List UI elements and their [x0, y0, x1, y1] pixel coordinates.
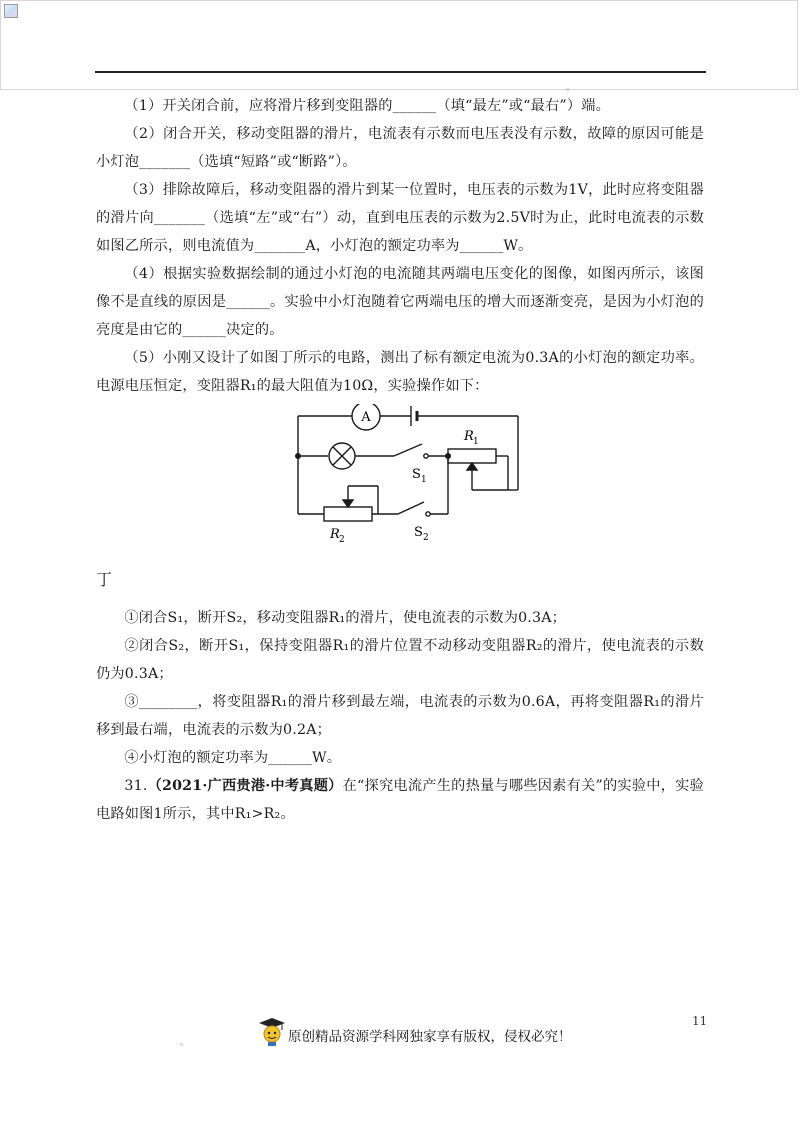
r1-subscript: 1 [473, 437, 479, 447]
r2-label: R [330, 527, 340, 542]
question-1: （1）开关闭合前，应将滑片移到变阻器的______（填“最左”或“最右”）端。 [124, 98, 611, 114]
rheostat-r1-arrow [467, 463, 477, 470]
step-3: ③________，将变阻器R₁的滑片移到最左端，电流表的示数为0.6A，再将变阻器R₁的滑片移到最右端，电流表的示数为0.2A； [96, 694, 704, 738]
footer [0, 1017, 800, 1047]
switch-s1-contact [424, 454, 428, 458]
junction-left-top [295, 453, 301, 459]
step-4: ④小灯泡的额定功率为______W。 [124, 750, 342, 766]
switch-s2-contact [426, 512, 430, 516]
s1-subscript: 1 [421, 475, 427, 485]
question-5: （5）小刚又设计了如图丁所示的电路，测出了标有额定电流为0.3A的小灯泡的额定功率。电源电压恒定，变阻器R₁的最大阻值为10Ω，实验操作如下： [96, 350, 704, 394]
junction-right [445, 453, 451, 459]
footer-copyright: 原创精品资源学科网独家享有版权，侵权必究！ [288, 1029, 572, 1045]
question-31 [96, 772, 704, 828]
s2-label: S [414, 525, 424, 540]
figure-caption: 丁 [96, 570, 113, 589]
top-banner-frame [0, 0, 798, 90]
circuit-figure [96, 404, 704, 604]
r1-label: R [464, 429, 474, 444]
broken-image-icon [4, 4, 18, 18]
circuit-diagram [286, 404, 526, 564]
step-2: ②闭合S₂，断开S₁，保持变阻器R₁的滑片位置不动移动变阻器R₂的滑片，使电流表的示数仍为0.3A； [96, 638, 704, 682]
s1-label: S [412, 467, 422, 482]
header-rule [95, 71, 706, 73]
scholar-mascot-icon [258, 1017, 286, 1047]
q31-source: （2021·广西贵港·中考真题） [147, 778, 343, 794]
document-body [96, 92, 704, 828]
page-number: 11 [692, 1014, 708, 1028]
question-2: （2）闭合开关，移动变阻器的滑片，电流表有示数而电压表没有示数，故障的原因可能是小灯泡_______（选填“短路”或“断路”）。 [96, 126, 704, 170]
rheostat-r1-body [448, 449, 496, 463]
q31-number: 31. [124, 778, 148, 794]
header-dot: 。 [566, 83, 576, 93]
s2-subscript: 2 [423, 533, 429, 543]
switch-s2-blade [398, 502, 424, 514]
q31-text: 在“探究电流产生的热量与哪些因素有关”的实验中，实验电路如图1所示，其中R₁>R₂。 [96, 778, 704, 822]
ammeter-label: A [361, 410, 371, 425]
switch-s1-blade [394, 444, 422, 456]
question-3: （3）排除故障后，移动变阻器的滑片到某一位置时，电压表的示数为1V，此时应将变阻器的滑片向_______（选填“左”或“右”）动，直到电压表的示数为2.5V时为止，此时电流表的示数如图乙所示，则电流值为_______A，小灯泡的额定功率为______W。 [96, 182, 704, 254]
rheostat-r2-arrow [343, 500, 353, 507]
question-4: （4）根据实验数据绘制的通过小灯泡的电流随其两端电压变化的图像，如图丙所示，该图像不是直线的原因是______。实验中小灯泡随着它两端电压的增大而逐渐变亮，是因为小灯泡的亮度是由它的______决定的。 [96, 266, 704, 338]
footer-dot: 。 [180, 1038, 190, 1048]
r2-subscript: 2 [339, 535, 345, 545]
rheostat-r2-body [324, 507, 372, 521]
step-1: ①闭合S₁，断开S₂，移动变阻器R₁的滑片，使电流表的示数为0.3A； [124, 610, 567, 626]
